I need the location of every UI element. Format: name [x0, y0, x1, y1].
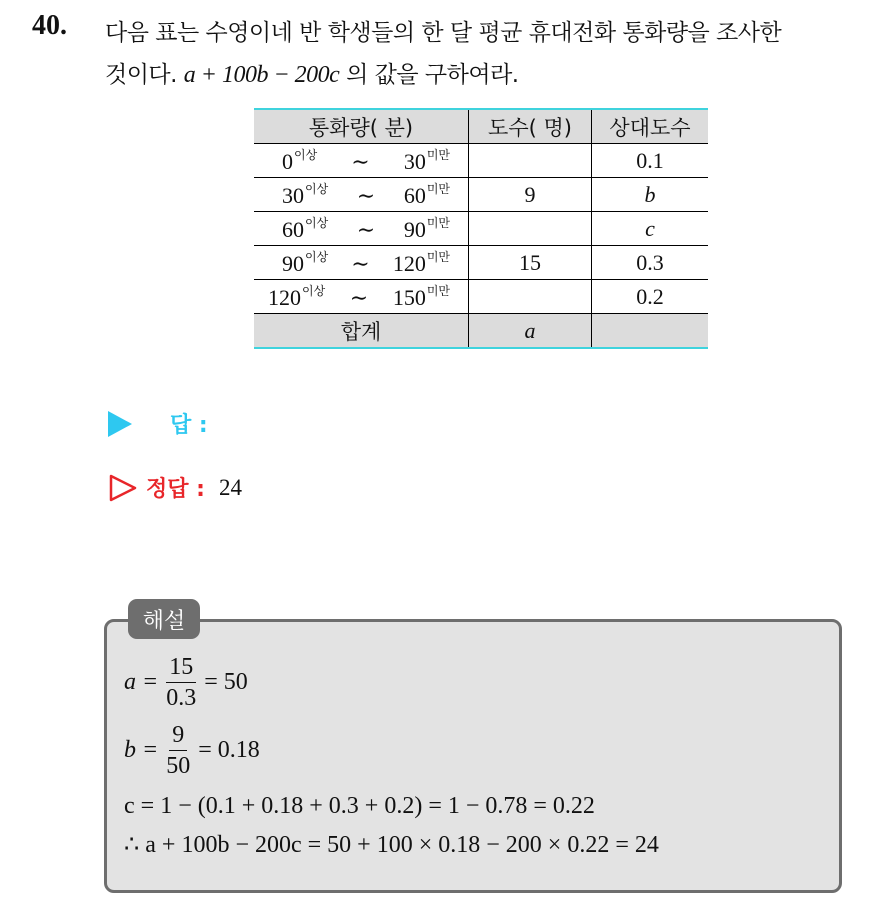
answer-line — [108, 408, 208, 439]
relative-cell: b — [592, 178, 709, 212]
table-header-row — [254, 109, 708, 144]
range-cell: $120^{이상}$ ∼ $150^{미만}$ — [254, 280, 469, 314]
count-cell — [469, 212, 592, 246]
frequency-table — [254, 108, 708, 349]
count-cell — [469, 144, 592, 178]
table-header-count: 도수( 명) — [469, 109, 592, 144]
table-header-minutes: 통화량( 분) — [254, 109, 469, 144]
relative-cell: 0.3 — [592, 246, 709, 280]
fraction-a-numerator: 15 — [166, 652, 196, 683]
question-line-1: 다음 표는 수영이네 반 학생들의 한 달 평균 휴대전화 통화량을 조사한 — [105, 20, 782, 46]
count-cell: 9 — [469, 178, 592, 212]
question-line-2 — [105, 54, 875, 96]
range-cell: $90^{이상}$ ∼ $120^{미만}$ — [254, 246, 469, 280]
equation-b — [124, 720, 260, 781]
question-formula: a + 100b − 200c — [183, 62, 340, 88]
fraction-b — [166, 720, 190, 781]
table-total-row — [254, 314, 708, 349]
relative-cell: c — [592, 212, 709, 246]
relative-cell: 0.2 — [592, 280, 709, 314]
table-row — [254, 178, 708, 212]
equation-b-lhs: b = — [124, 737, 159, 763]
count-cell — [469, 280, 592, 314]
equation-c: c = 1 − (0.1 + 0.18 + 0.3 + 0.2) = 1 − 0.78 = 0.22 — [124, 793, 595, 819]
question-line-2-pre: 것이다. — [105, 62, 177, 88]
answer-label: 답 : — [170, 413, 208, 438]
correct-answer-label: 정답 : — [146, 477, 205, 502]
total-label: 합계 — [254, 314, 469, 349]
question-text — [105, 12, 875, 96]
total-relative — [592, 314, 709, 349]
question-line-2-post: 의 값을 구하여라. — [346, 62, 519, 88]
table-row — [254, 144, 708, 178]
total-count: a — [469, 314, 592, 349]
fraction-a — [166, 652, 196, 713]
count-cell: 15 — [469, 246, 592, 280]
table-row — [254, 280, 708, 314]
range-cell: $0^{이상}$ ∼ $30^{미만}$ — [254, 144, 469, 178]
equation-a-rhs: = 50 — [204, 669, 248, 695]
range-cell: $30^{이상}$ ∼ $60^{미만}$ — [254, 178, 469, 212]
table-row — [254, 212, 708, 246]
equation-b-rhs: = 0.18 — [198, 737, 260, 763]
fraction-b-numerator: 9 — [169, 720, 187, 751]
table-header-relative: 상대도수 — [592, 109, 709, 144]
equation-a — [124, 652, 248, 713]
range-cell: $60^{이상}$ ∼ $90^{미만}$ — [254, 212, 469, 246]
fraction-a-denominator: 0.3 — [166, 685, 197, 711]
correct-answer-line — [108, 472, 242, 503]
relative-cell: 0.1 — [592, 144, 709, 178]
question-number: 40. — [32, 10, 67, 41]
fraction-b-denominator: 50 — [166, 753, 191, 779]
outline-triangle-icon — [108, 473, 138, 503]
equation-a-lhs: a = — [124, 669, 159, 695]
equation-final: ∴ a + 100b − 200c = 50 + 100 × 0.18 − 200 × 0.22 = 24 — [124, 832, 659, 858]
filled-triangle-icon — [108, 411, 132, 437]
table-row — [254, 246, 708, 280]
correct-answer-value: 24 — [218, 474, 242, 500]
explanation-tab: 해설 — [128, 599, 200, 639]
